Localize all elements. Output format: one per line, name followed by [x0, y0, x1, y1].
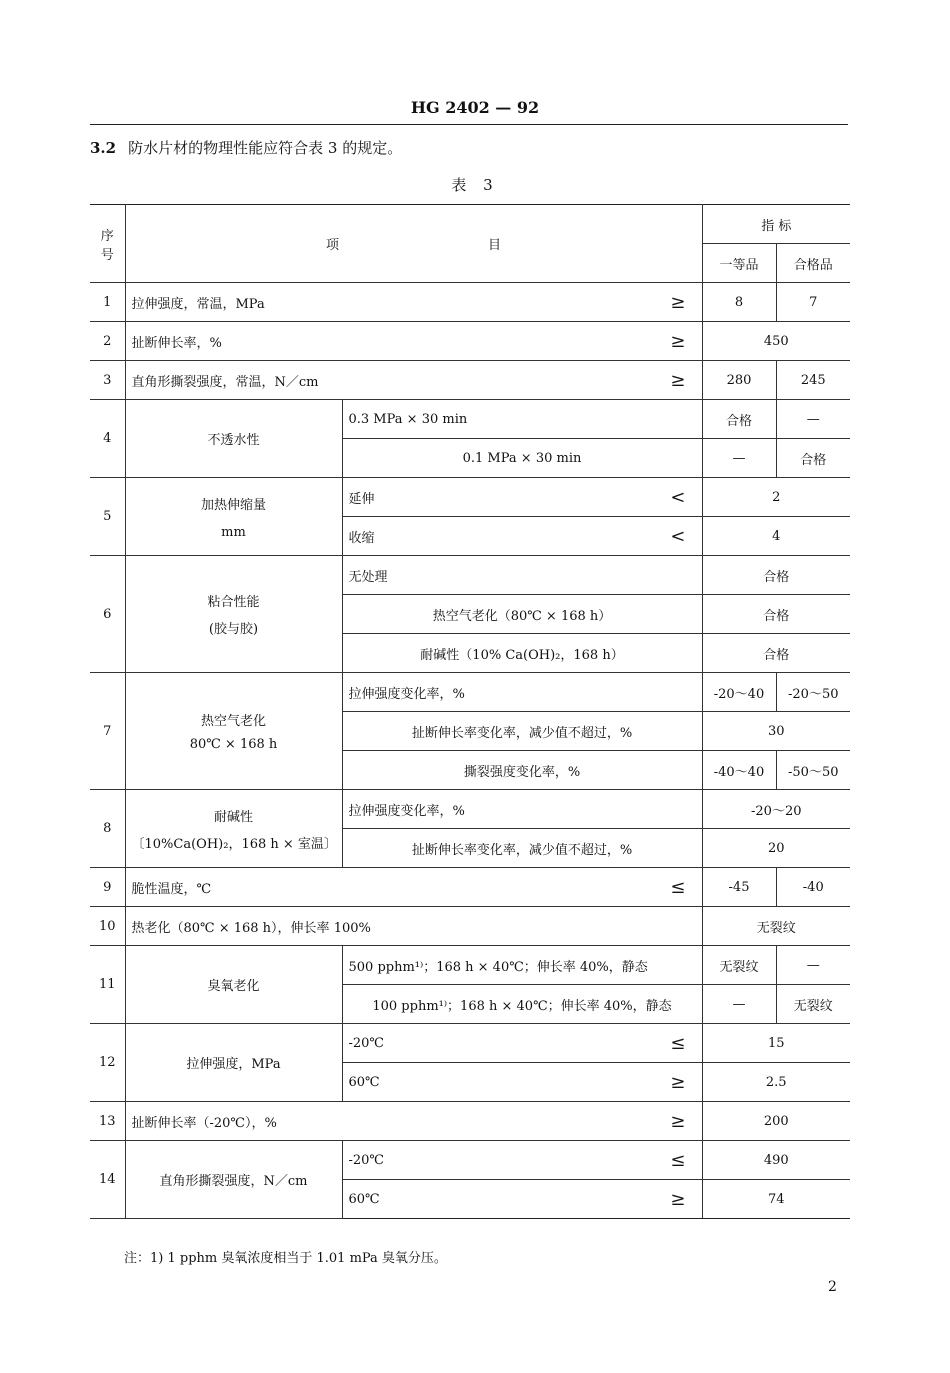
value-common: 15 [702, 1024, 850, 1063]
table-row [90, 946, 850, 985]
value-common: 490 [702, 1141, 850, 1180]
header-seq: 序号 [90, 205, 125, 283]
value-common: 2 [702, 478, 850, 517]
table-row [90, 673, 850, 712]
row-number: 5 [90, 478, 125, 556]
row-condition: 60℃ ≥ [342, 1180, 702, 1219]
row-item: 热老化（80℃ × 168 h），伸长率 100% [125, 907, 702, 946]
header-item-b: 目 [487, 238, 501, 253]
row-condition: 60℃ ≥ [342, 1063, 702, 1102]
header-grade2: 合格品 [776, 244, 850, 283]
row-condition: 500 pphm¹⁾；168 h × 40℃；伸长率 40%，静态 [342, 946, 702, 985]
row-item: 拉伸强度，MPa [125, 1024, 342, 1102]
value-grade1: — [702, 985, 776, 1024]
value-common: 74 [702, 1180, 850, 1219]
table-row [90, 868, 850, 907]
value-common: -20～20 [702, 790, 850, 829]
table-row [90, 322, 850, 361]
row-condition: 撕裂强度变化率，% [342, 751, 702, 790]
row-condition: 100 pphm¹⁾；168 h × 40℃；伸长率 40%，静态 [342, 985, 702, 1024]
header-index: 指 标 [702, 205, 850, 244]
row-condition: 耐碱性（10% Ca(OH)₂，168 h） [342, 634, 702, 673]
header-grade1: 一等品 [702, 244, 776, 283]
value-common: 4 [702, 517, 850, 556]
table-row [90, 1102, 850, 1141]
row-condition: 热空气老化（80℃ × 168 h） [342, 595, 702, 634]
row-condition: 0.1 MPa × 30 min [342, 439, 702, 478]
value-grade2: -50～50 [776, 751, 850, 790]
value-common: 30 [702, 712, 850, 751]
value-grade2: — [776, 946, 850, 985]
row-condition: 拉伸强度变化率，% [342, 673, 702, 712]
value-grade2: -40 [776, 868, 850, 907]
row-condition: -20℃ ≤ [342, 1141, 702, 1180]
row-item: 拉伸强度，常温，MPa ≥ [125, 283, 702, 322]
value-grade1: 合格 [702, 400, 776, 439]
table-header-row [90, 205, 850, 244]
table-row [90, 907, 850, 946]
row-item: 不透水性 [125, 400, 342, 478]
row-item: 加热伸缩量 mm [125, 478, 342, 556]
value-grade2: — [776, 400, 850, 439]
header-rule [90, 124, 848, 125]
table-row [90, 556, 850, 595]
value-grade1: 无裂纹 [702, 946, 776, 985]
row-number: 6 [90, 556, 125, 673]
table-row [90, 283, 850, 322]
value-common: 合格 [702, 556, 850, 595]
row-item: 脆性温度，℃ ≤ [125, 868, 702, 907]
value-grade1: -40～40 [702, 751, 776, 790]
value-common: 200 [702, 1102, 850, 1141]
value-common: 合格 [702, 595, 850, 634]
row-condition: 扯断伸长率变化率，减少值不超过，% [342, 829, 702, 868]
row-number: 4 [90, 400, 125, 478]
value-common: 合格 [702, 634, 850, 673]
value-grade1: 280 [702, 361, 776, 400]
value-grade2: 245 [776, 361, 850, 400]
value-grade2: 7 [776, 283, 850, 322]
section-intro [90, 137, 402, 158]
row-condition: 延伸 < [342, 478, 702, 517]
value-grade1: — [702, 439, 776, 478]
value-grade2: -20～50 [776, 673, 850, 712]
table-row [90, 1141, 850, 1180]
row-number: 13 [90, 1102, 125, 1141]
header-item [125, 205, 702, 283]
row-item: 扯断伸长率（-20℃），% ≥ [125, 1102, 702, 1141]
row-number: 14 [90, 1141, 125, 1219]
standard-code: HG 2402 — 92 [410, 98, 540, 117]
header-item-a: 项 [325, 238, 339, 253]
row-number: 1 [90, 283, 125, 322]
row-condition: 0.3 MPa × 30 min [342, 400, 702, 439]
value-grade1: 8 [702, 283, 776, 322]
section-number: 3.2 [90, 139, 117, 157]
row-number: 3 [90, 361, 125, 400]
value-common: 450 [702, 322, 850, 361]
value-grade1: -45 [702, 868, 776, 907]
row-item: 热空气老化 80℃ × 168 h [125, 673, 342, 790]
value-common: 2.5 [702, 1063, 850, 1102]
row-number: 12 [90, 1024, 125, 1102]
row-item: 粘合性能 (胶与胶) [125, 556, 342, 673]
row-condition: 无处理 [342, 556, 702, 595]
row-number: 2 [90, 322, 125, 361]
row-number: 7 [90, 673, 125, 790]
table-row [90, 361, 850, 400]
row-item: 直角形撕裂强度，常温，N／cm ≥ [125, 361, 702, 400]
row-condition: 拉伸强度变化率，% [342, 790, 702, 829]
footnote: 注：1) 1 pphm 臭氧浓度相当于 1.01 mPa 臭氧分压。 [124, 1251, 447, 1266]
value-grade2: 无裂纹 [776, 985, 850, 1024]
row-condition: 扯断伸长率变化率，减少值不超过，% [342, 712, 702, 751]
value-grade1: -20～40 [702, 673, 776, 712]
row-item: 直角形撕裂强度，N／cm [125, 1141, 342, 1219]
row-number: 10 [90, 907, 125, 946]
row-item: 臭氧老化 [125, 946, 342, 1024]
section-text: 防水片材的物理性能应符合表 3 的规定。 [128, 139, 403, 157]
row-number: 9 [90, 868, 125, 907]
table-row [90, 478, 850, 517]
table-caption: 表 3 [451, 176, 499, 194]
properties-table [90, 204, 850, 1219]
table-row [90, 400, 850, 439]
value-common: 无裂纹 [702, 907, 850, 946]
row-item: 扯断伸长率，% ≥ [125, 322, 702, 361]
value-common: 20 [702, 829, 850, 868]
value-grade2: 合格 [776, 439, 850, 478]
table-row [90, 790, 850, 829]
row-number: 11 [90, 946, 125, 1024]
table-row [90, 1024, 850, 1063]
row-condition: -20℃ ≤ [342, 1024, 702, 1063]
row-condition: 收缩 < [342, 517, 702, 556]
row-number: 8 [90, 790, 125, 868]
page-number: 2 [828, 1279, 837, 1295]
row-item: 耐碱性 〔10%Ca(OH)₂，168 h × 室温〕 [125, 790, 342, 868]
